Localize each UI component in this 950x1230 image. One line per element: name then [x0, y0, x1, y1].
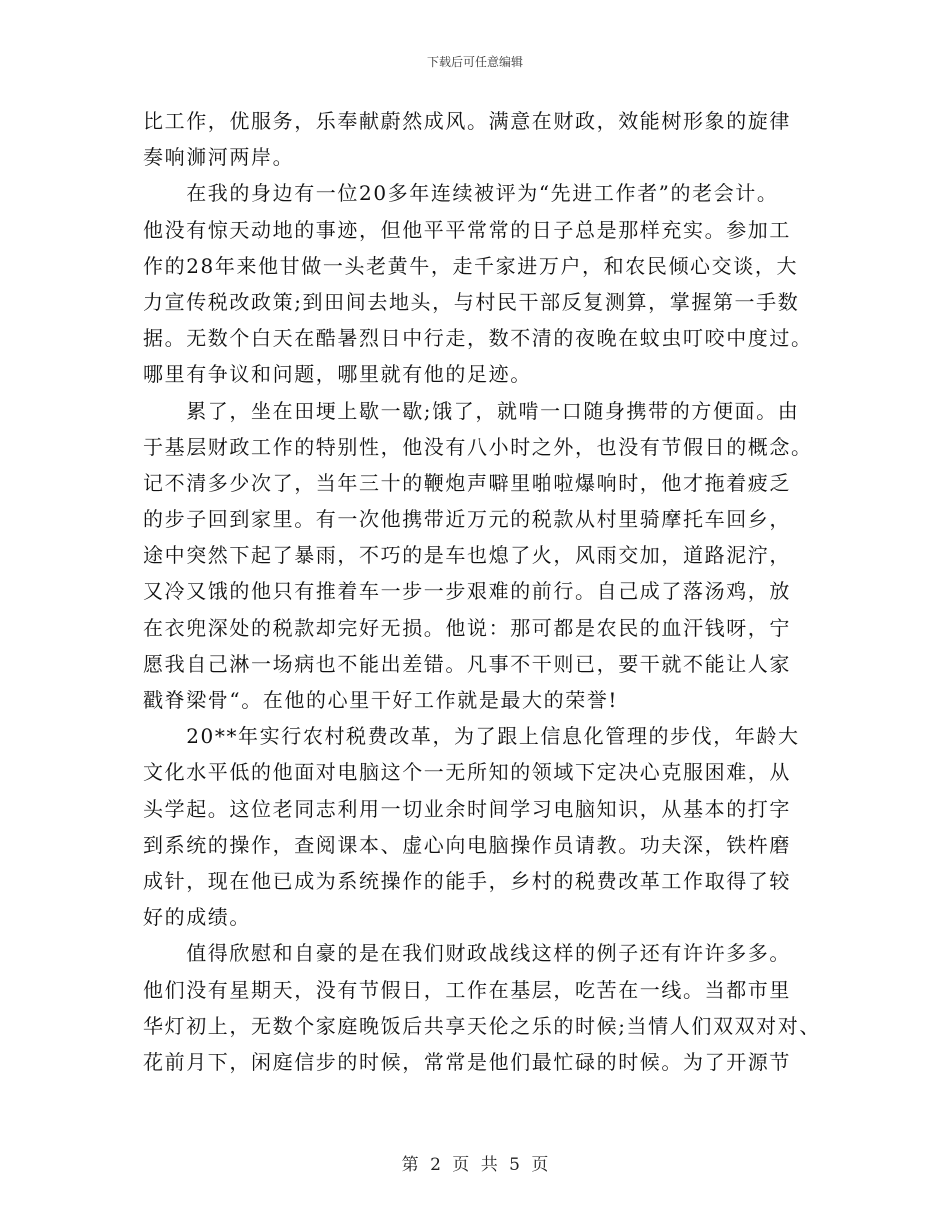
body-line: 戳脊梁骨“。在他的心里干好工作就是最大的荣誉!	[143, 688, 619, 712]
body-line: 20**年实行农村税费改革，为了跟上信息化管理的步伐，年龄大	[143, 724, 800, 749]
body-line: 比工作，优服务，乐奉献蔚然成风。满意在财政，效能树形象的旋律	[143, 109, 791, 133]
body-line: 在我的身边有一位20多年连续被评为“先进工作者”的老会计。	[143, 181, 779, 206]
page-number-footer: 第 2 页 共 5 页	[401, 1155, 549, 1175]
body-line: 累了，坐在田埂上歇一歇;饿了，就啃一口随身携带的方便面。由	[143, 398, 800, 423]
document-body	[143, 103, 821, 1080]
body-line: 花前月下，闲庭信步的时候，常常是他们最忙碌的时候。为了开源节	[143, 1049, 791, 1074]
body-line: 值得欣慰和自豪的是在我们财政战线这样的例子还有许许多多。	[143, 941, 791, 966]
body-line: 头学起。这位老同志利用一切业余时间学习电脑知识，从基本的打字	[143, 796, 791, 821]
body-line: 他们没有星期天，没有节假日，工作在基层，吃苦在一线。当都市里	[143, 977, 791, 1002]
body-line: 记不清多少次了，当年三十的鞭炮声噼里啪啦爆响时，他才拖着疲乏	[143, 470, 791, 495]
body-line: 愿我自己淋一场病也不能出差错。凡事不干则已，要干就不能让人家	[143, 651, 791, 676]
body-line: 哪里有争议和问题，哪里就有他的足迹。	[143, 362, 532, 387]
body-line: 到系统的操作，查阅课本、虚心向电脑操作员请教。功夫深，铁杵磨	[143, 832, 791, 857]
body-line: 奏响浉河两岸。	[143, 145, 295, 170]
body-line: 力宣传税改政策;到田间去地头，与村民干部反复测算，掌握第一手数	[143, 289, 800, 314]
body-line: 成针，现在他已成为系统操作的能手，乡村的税费改革工作取得了较	[143, 868, 791, 893]
body-line: 他没有惊天动地的事迹，但他平平常常的日子总是那样充实。参加工	[143, 217, 791, 242]
body-line: 于基层财政工作的特别性，他没有八小时之外，也没有节假日的概念。	[143, 434, 813, 459]
body-line: 好的成绩。	[143, 905, 251, 930]
body-line: 华灯初上，无数个家庭晚饭后共享天伦之乐的时候;当情人们双双对对、	[143, 1013, 821, 1038]
body-line: 作的28年来他甘做一头老黄牛，走千家进万户，和农民倾心交谈，大	[143, 253, 799, 278]
body-line: 据。无数个白天在酷暑烈日中行走，数不清的夜晚在蚊虫叮咬中度过。	[143, 326, 813, 351]
body-line: 文化水平低的他面对电脑这个一无所知的领域下定决心克服困难，从	[143, 760, 791, 785]
body-line: 的步子回到家里。有一次他携带近万元的税款从村里骑摩托车回乡，	[143, 507, 791, 532]
body-line: 途中突然下起了暴雨，不巧的是车也熄了火，风雨交加，道路泥泞，	[143, 543, 791, 568]
page-header: 下载后可任意编辑	[426, 55, 523, 69]
body-line: 在衣兜深处的税款却完好无损。他说：那可都是农民的血汗钱呀，宁	[143, 615, 791, 640]
body-line: 又冷又饿的他只有推着车一步一步艰难的前行。自己成了落汤鸡，放	[143, 579, 791, 604]
